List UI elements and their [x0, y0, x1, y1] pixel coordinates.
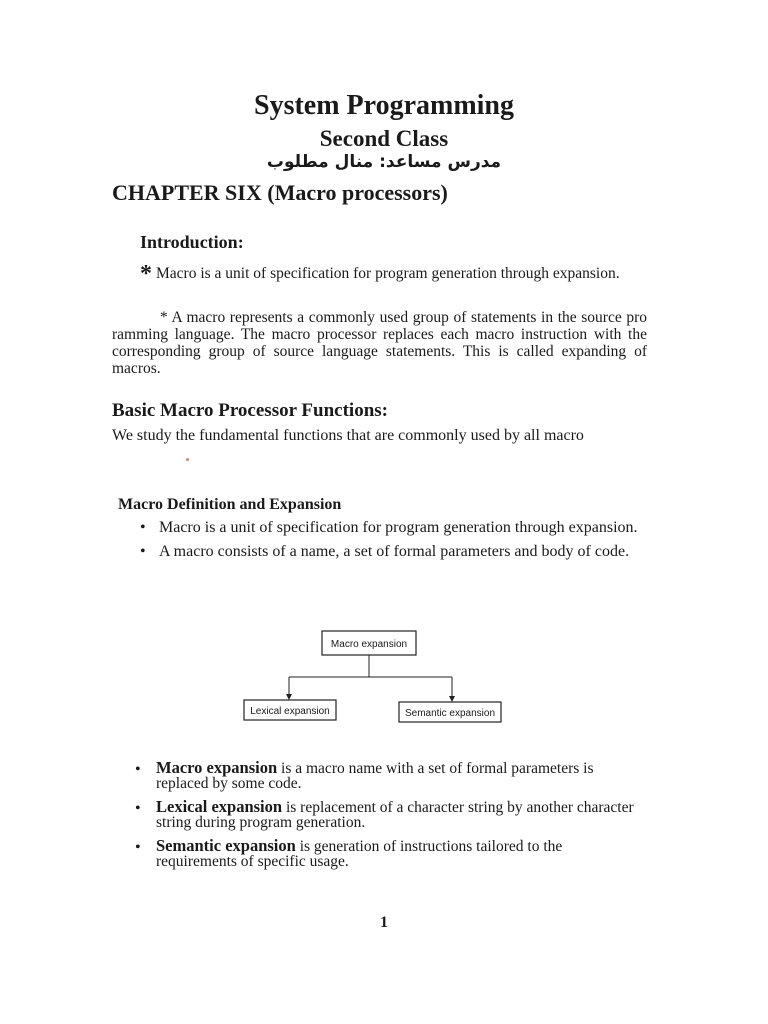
introduction-paragraph-1 — [112, 262, 647, 286]
definition-heading: Macro Definition and Expansion — [118, 496, 342, 513]
term-description: is replacement of a character string by another character string during program generation. — [156, 799, 634, 831]
list-item: • A macro consists of a name, a set of formal parameters and body of code. — [140, 540, 650, 564]
diagram-left-label: Lexical expansion — [250, 706, 330, 717]
basic-functions-heading: Basic Macro Processor Functions: — [112, 400, 388, 421]
introduction-heading: Introduction: — [140, 232, 244, 252]
document-subtitle: Second Class — [319, 126, 449, 151]
arrowhead-icon — [286, 694, 292, 700]
stray-dot-mark — [186, 458, 189, 461]
diagram-right-label: Semantic expansion — [404, 708, 496, 719]
basic-functions-text: We study the fundamental functions that are commonly used by all macro — [112, 427, 584, 444]
document-title: System Programming — [254, 90, 514, 121]
chapter-title: CHAPTER SIX (Macro processors) — [112, 180, 448, 205]
list-item — [135, 760, 645, 791]
asterisk-bullet: * — [140, 261, 152, 287]
list-item: • Macro is a unit of specification for program generation through expansion. — [140, 516, 650, 540]
term-macro-expansion: Macro expansion — [156, 758, 278, 777]
term-semantic-expansion: Semantic expansion — [156, 836, 296, 855]
instructor-name: مدرس مساعد: منال مطلوب — [266, 152, 502, 172]
diagram-root-label: Macro expansion — [330, 639, 408, 650]
list-item — [135, 799, 645, 830]
introduction-paragraph-2: * A macro represents a commonly used group of statements in the source pro ramming language. The macro processor replaces each macro instruction with the corresponding group of source language statements. This is called expanding of macros. — [112, 309, 647, 377]
macro-expansion-diagram — [240, 628, 510, 728]
list-item — [135, 838, 645, 869]
term-lexical-expansion: Lexical expansion — [156, 797, 283, 816]
arrowhead-icon — [449, 696, 455, 702]
introduction-text-1: Macro is a unit of specification for program generation through expansion. — [156, 265, 620, 282]
term-description: is generation of instructions tailored to the requirements of specific usage. — [156, 838, 563, 870]
definition-bullet-list — [140, 516, 650, 564]
terms-bullet-list — [135, 760, 645, 877]
page-number: 1 — [380, 914, 388, 931]
term-description: is a macro name with a set of formal parameters is replaced by some code. — [156, 760, 594, 792]
